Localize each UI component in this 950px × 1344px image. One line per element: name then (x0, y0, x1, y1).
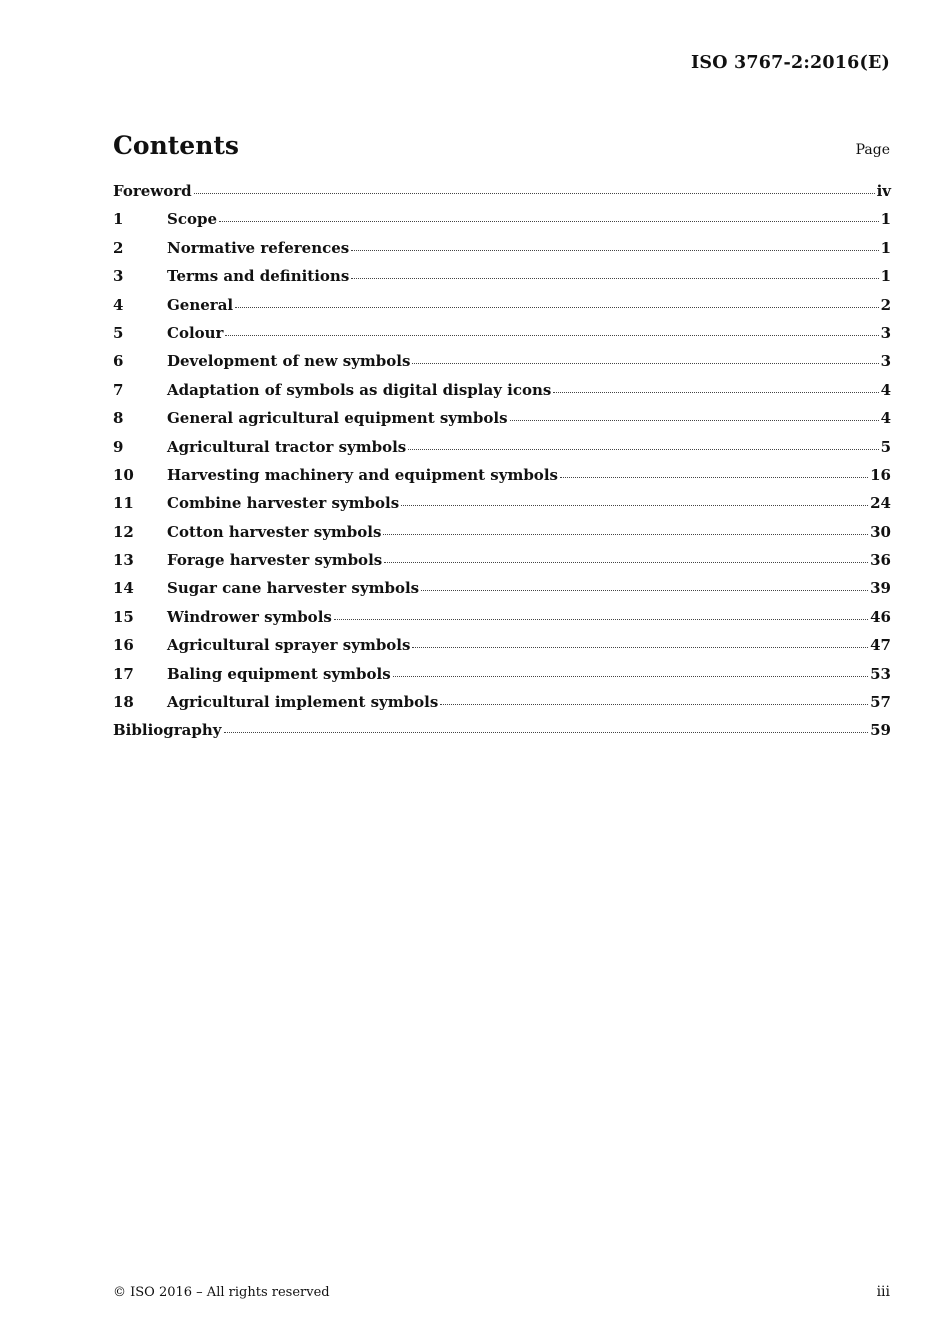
toc-entry[interactable] (113, 608, 891, 636)
toc-entry-number: 18 (113, 693, 134, 712)
toc-entry[interactable] (113, 381, 891, 409)
toc-entry[interactable] (113, 466, 891, 494)
toc-entry-number: 11 (113, 494, 134, 513)
toc-dot-leader (235, 307, 878, 308)
toc-dot-leader (219, 221, 879, 222)
toc-entry-number: 17 (113, 664, 134, 683)
toc-entry-page[interactable]: 47 (870, 636, 891, 655)
document-id: ISO 3767-2:2016(E) (691, 53, 890, 73)
toc-entry-page[interactable]: 24 (870, 494, 891, 513)
toc-entry-title[interactable]: Agricultural tractor symbols (167, 437, 407, 456)
toc-entry[interactable] (113, 665, 891, 693)
toc-entry[interactable] (113, 494, 891, 522)
toc-dot-leader (224, 732, 869, 733)
toc-dot-leader (194, 193, 875, 194)
toc-dot-leader (334, 619, 868, 620)
toc-dot-leader (440, 704, 868, 705)
toc-entry[interactable] (113, 324, 891, 352)
toc-dot-leader (225, 335, 878, 336)
toc-entry[interactable] (113, 721, 891, 749)
toc-entry-number: 3 (113, 267, 124, 286)
toc-entry[interactable] (113, 352, 891, 380)
toc-entry-number: 8 (113, 409, 124, 428)
toc-entry-number: 14 (113, 579, 134, 598)
toc-entry-title[interactable]: Harvesting machinery and equipment symbols (167, 465, 558, 484)
toc-entry-page[interactable]: 16 (870, 465, 891, 484)
toc-entry[interactable] (113, 239, 891, 267)
toc-entry[interactable] (113, 409, 891, 437)
toc-dot-leader (421, 590, 868, 591)
toc-entry[interactable] (113, 523, 891, 551)
contents-heading: Contents (113, 131, 240, 160)
toc-entry-title[interactable]: Sugar cane harvester symbols (167, 579, 420, 598)
toc-entry-page[interactable]: 1 (880, 210, 891, 229)
toc-entry[interactable] (113, 438, 891, 466)
toc-entry-page[interactable]: 57 (870, 693, 891, 712)
toc-entry[interactable] (113, 636, 891, 664)
toc-entry-number: 5 (113, 323, 124, 342)
toc-entry-title[interactable]: General agricultural equipment symbols (167, 409, 508, 428)
table-of-contents (113, 182, 891, 750)
toc-dot-leader (510, 420, 879, 421)
toc-dot-leader (351, 278, 878, 279)
toc-dot-leader (383, 534, 868, 535)
toc-entry-number: 9 (113, 437, 124, 456)
toc-dot-leader (351, 250, 878, 251)
toc-entry-page[interactable]: 4 (880, 380, 891, 399)
toc-entry[interactable] (113, 296, 891, 324)
toc-dot-leader (553, 392, 878, 393)
toc-dot-leader (393, 676, 868, 677)
toc-entry-number: 7 (113, 380, 124, 399)
page-column-label: Page (855, 142, 890, 158)
toc-entry-page[interactable]: 53 (870, 664, 891, 683)
toc-entry-page[interactable]: 1 (880, 267, 891, 286)
toc-entry-page[interactable]: 30 (870, 522, 891, 541)
toc-entry[interactable] (113, 693, 891, 721)
toc-dot-leader (412, 647, 868, 648)
footer-copyright: © ISO 2016 – All rights reserved (113, 1285, 330, 1300)
toc-entry-page[interactable]: iv (876, 182, 891, 200)
toc-entry-page[interactable]: 1 (880, 238, 891, 257)
toc-entry-page[interactable]: 59 (870, 721, 891, 740)
toc-entry-title[interactable]: General (167, 295, 234, 314)
toc-entry-number: 6 (113, 352, 124, 371)
toc-entry-number: 15 (113, 607, 134, 626)
toc-entry-title[interactable]: Combine harvester symbols (167, 494, 400, 513)
toc-entry-title[interactable]: Foreword (113, 182, 192, 200)
toc-entry-number: 1 (113, 210, 124, 229)
toc-entry-title[interactable]: Scope (167, 210, 218, 229)
toc-entry-title[interactable]: Development of new symbols (167, 352, 411, 371)
toc-dot-leader (412, 363, 878, 364)
toc-entry-number: 10 (113, 465, 134, 484)
toc-entry-title[interactable]: Windrower symbols (167, 607, 332, 626)
toc-dot-leader (560, 477, 868, 478)
toc-dot-leader (384, 562, 868, 563)
toc-entry-number: 16 (113, 636, 134, 655)
toc-entry-page[interactable]: 2 (880, 295, 891, 314)
toc-entry-number: 2 (113, 238, 124, 257)
toc-entry-page[interactable]: 5 (880, 437, 891, 456)
toc-entry-page[interactable]: 46 (870, 607, 891, 626)
toc-entry-title[interactable]: Bibliography (113, 721, 222, 740)
toc-entry-title[interactable]: Terms and definitions (167, 267, 350, 286)
toc-entry-title[interactable]: Colour (167, 323, 224, 342)
footer-page-number: iii (876, 1284, 890, 1300)
toc-entry-number: 13 (113, 551, 134, 570)
toc-entry-title[interactable]: Agricultural sprayer symbols (167, 636, 411, 655)
toc-entry-number: 4 (113, 295, 124, 314)
toc-entry-title[interactable]: Baling equipment symbols (167, 664, 391, 683)
toc-entry-title[interactable]: Cotton harvester symbols (167, 522, 382, 541)
toc-entry-page[interactable]: 4 (880, 409, 891, 428)
toc-entry-title[interactable]: Normative references (167, 238, 350, 257)
toc-entry-number: 12 (113, 522, 134, 541)
toc-entry[interactable] (113, 551, 891, 579)
toc-entry-title[interactable]: Agricultural implement symbols (167, 693, 439, 712)
toc-entry-page[interactable]: 3 (880, 323, 891, 342)
toc-entry-title[interactable]: Adaptation of symbols as digital display icons (167, 380, 552, 399)
toc-entry-page[interactable]: 3 (880, 352, 891, 371)
toc-entry[interactable] (113, 210, 891, 238)
toc-entry[interactable] (113, 182, 891, 210)
toc-entry[interactable] (113, 579, 891, 607)
toc-entry-page[interactable]: 39 (870, 579, 891, 598)
toc-entry-page[interactable]: 36 (870, 551, 891, 570)
toc-dot-leader (408, 449, 878, 450)
toc-dot-leader (401, 505, 868, 506)
toc-entry-title[interactable]: Forage harvester symbols (167, 551, 383, 570)
toc-entry[interactable] (113, 267, 891, 295)
